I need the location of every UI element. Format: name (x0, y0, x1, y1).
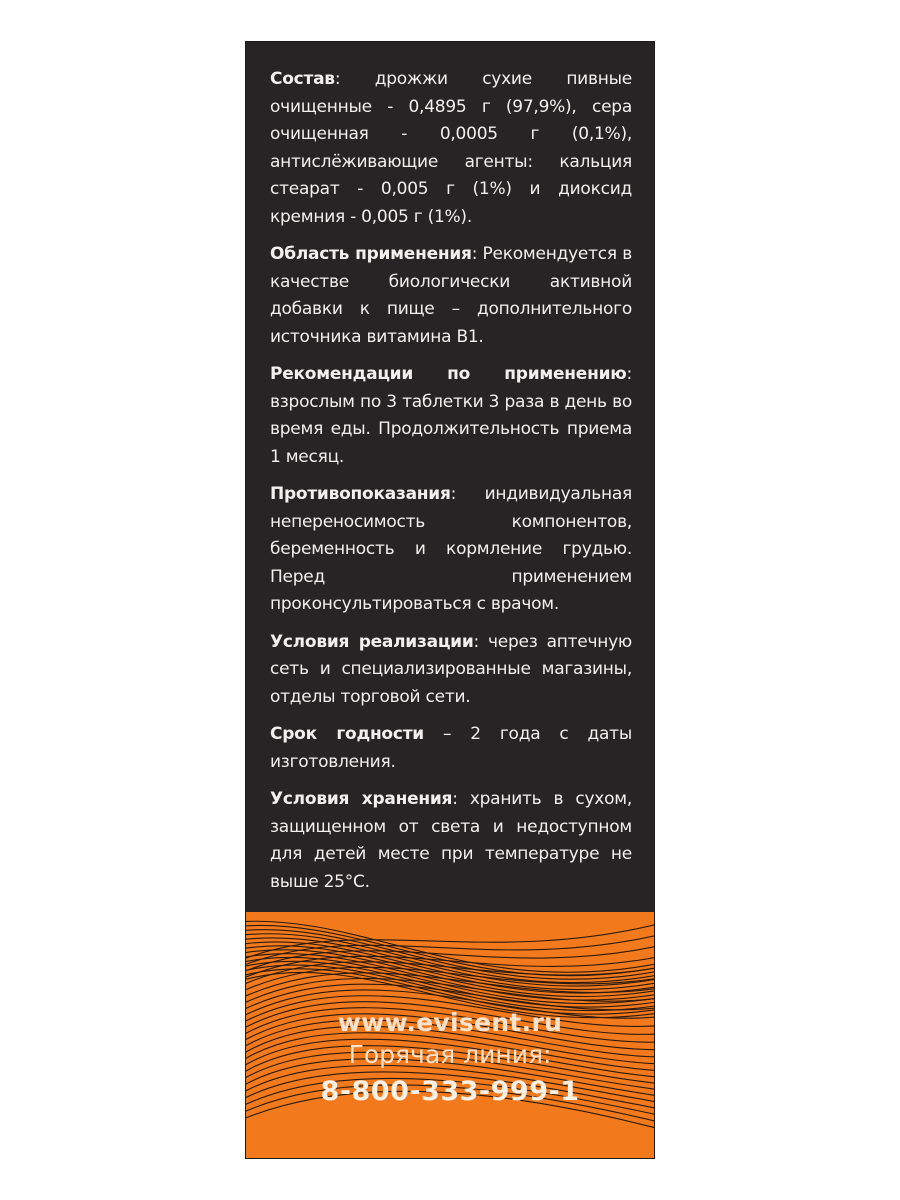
website-text: www.evisent.ru (337, 1008, 563, 1037)
shelf-life-text: – 2 года с даты изготовления. (270, 724, 632, 772)
orange-footer-band (246, 912, 654, 1158)
usage-area-section (270, 241, 632, 351)
contraindications-heading: Противопоказания (270, 484, 451, 504)
recommendations-heading: Рекомендации по применению (270, 364, 627, 384)
sale-conditions-section (270, 629, 632, 712)
shelf-life-section (270, 721, 632, 776)
usage-area-heading: Область применения (270, 244, 472, 264)
hotline-label: Горячая линия: (348, 1040, 552, 1069)
composition-heading: Состав (270, 69, 335, 89)
storage-heading: Условия хранения (270, 789, 453, 809)
phone-number: 8-800-333-999-1 (320, 1076, 580, 1107)
storage-text: : хранить в сухом, защищенном от света и недоступном для детей месте при температуре не выше 25°С. (270, 789, 632, 892)
contact-block (246, 912, 654, 1158)
usage-area-text: : Рекомендуется в качестве биологически активной добавки к пище – дополнительного источника витамина B1. (270, 244, 632, 347)
contraindications-text: : индивидуальная непереносимость компонентов, беременность и кормление грудью. Перед применением проконсультироваться с врачом. (270, 484, 632, 614)
sale-conditions-heading: Условия реализации (270, 631, 474, 652)
shelf-life-heading: Срок годности (270, 724, 424, 744)
info-text-block (270, 66, 632, 906)
composition-section (270, 66, 632, 231)
recommendations-section (270, 361, 632, 471)
sale-conditions-text: : через аптечную сеть и специализированные магазины, отделы торговой сети. (270, 631, 632, 707)
storage-section (270, 786, 632, 896)
contraindications-section (270, 481, 632, 619)
package-back-panel (246, 42, 654, 1158)
composition-text: : дрожжи сухие пивные очищенные - 0,4895 г (97,9%), сера очищенная - 0,0005 г (0,1%), антислёживающие агенты: кальция стеарат - 0,005 г (1%) и диоксид кремния - 0,005 г (1%). (270, 69, 632, 227)
recommendations-text: : взрослым по 3 таблетки 3 раза в день во время еды. Продолжительность приема 1 месяц. (270, 364, 632, 467)
